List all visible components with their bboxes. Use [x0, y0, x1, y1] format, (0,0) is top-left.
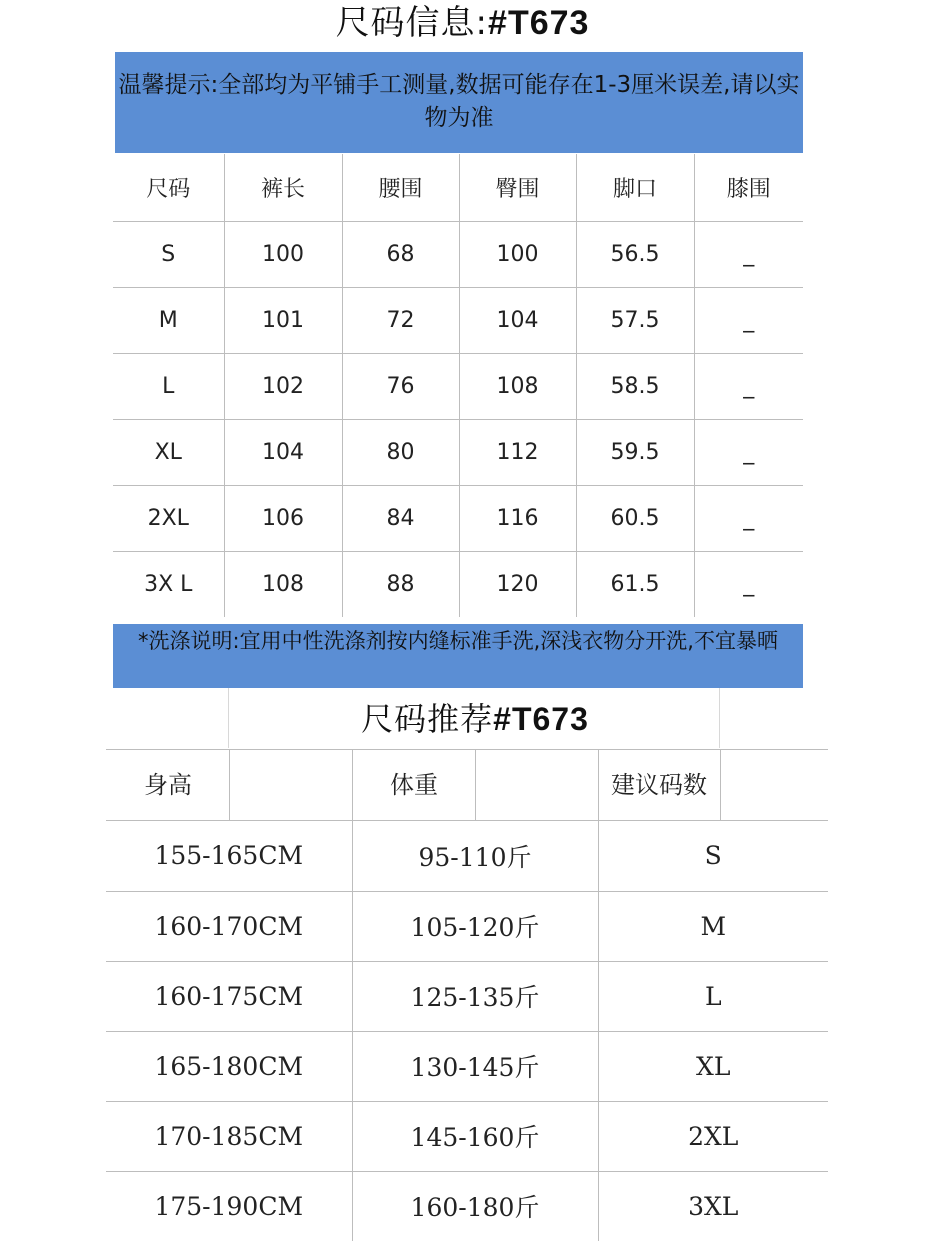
divider — [229, 750, 230, 820]
cell-size: L — [113, 353, 224, 419]
cell-weight: 145-160斤 — [352, 1101, 598, 1171]
cell-height: 160-170CM — [106, 891, 352, 961]
cell-weight: 125-135斤 — [352, 961, 598, 1031]
cell-waist: 76 — [342, 353, 459, 419]
header-length: 裤长 — [224, 154, 342, 221]
cell-hip: 108 — [459, 353, 576, 419]
cell-length: 108 — [224, 551, 342, 617]
table-row — [113, 287, 803, 353]
divider — [475, 750, 476, 820]
header-size: 尺码 — [113, 154, 224, 221]
product-code: #T673 — [488, 4, 590, 42]
cell-height: 155-165CM — [106, 821, 352, 891]
size-recommend-title — [229, 694, 721, 744]
cell-recommended-size: L — [598, 961, 828, 1031]
cell-waist: 80 — [342, 419, 459, 485]
measurement-notice-banner — [115, 52, 803, 153]
cell-leg-opening: 59.5 — [576, 419, 694, 485]
cell-recommended-size: 3XL — [688, 1191, 739, 1221]
cell-recommended-size: M — [598, 891, 828, 961]
cell-length: 106 — [224, 485, 342, 551]
size-recommend-title-box — [228, 688, 720, 748]
cell-recommended-size: 2XL — [598, 1101, 828, 1171]
product-code: #T673 — [493, 701, 589, 737]
cell-weight: 160-180斤 — [352, 1171, 598, 1241]
cell-leg-opening: 56.5 — [576, 221, 694, 287]
size-recommend-header — [106, 749, 828, 821]
cell-weight: 130-145斤 — [352, 1031, 598, 1101]
cell-recommended-size: XL — [598, 1031, 828, 1101]
cell-hip: 104 — [459, 287, 576, 353]
cell-weight: 105-120斤 — [352, 891, 598, 961]
cell-length: 102 — [224, 353, 342, 419]
size-chart-table — [113, 154, 803, 617]
header-recommended-size: 建议码数 — [611, 771, 707, 799]
table-row — [113, 551, 803, 617]
cell-size: 3X L — [113, 551, 224, 617]
cell-recommended-size: S — [598, 821, 828, 891]
size-info-title — [0, 0, 925, 46]
cell-hip: 116 — [459, 485, 576, 551]
washing-instructions-text: *洗涤说明:宜用中性洗涤剂按内缝标准手洗,深浅衣物分开洗,不宜暴晒 — [138, 629, 778, 653]
size-recommend-table — [106, 821, 828, 1241]
size-recommend-title-text: 尺码推荐 — [361, 700, 494, 738]
cell-leg-opening: 61.5 — [576, 551, 694, 617]
cell-leg-opening: 57.5 — [576, 287, 694, 353]
header-hip: 臀围 — [459, 154, 576, 221]
cell-knee: _ — [694, 353, 803, 419]
cell-hip: 100 — [459, 221, 576, 287]
washing-instructions-banner — [113, 624, 803, 688]
cell-length: 104 — [224, 419, 342, 485]
size-info-title-text: 尺码信息: — [335, 3, 489, 43]
cell-leg-opening: 58.5 — [576, 353, 694, 419]
cell-size: 2XL — [113, 485, 224, 551]
size-chart-header-row — [113, 154, 803, 221]
divider — [720, 750, 721, 820]
cell-waist: 84 — [342, 485, 459, 551]
table-row — [113, 221, 803, 287]
table-row — [106, 1171, 828, 1241]
header-weight: 体重 — [390, 771, 438, 799]
header-leg-opening: 脚口 — [576, 154, 694, 221]
cell-leg-opening: 60.5 — [576, 485, 694, 551]
cell-knee: _ — [694, 221, 803, 287]
table-row — [106, 1031, 828, 1101]
cell-height: 175-190CM — [106, 1171, 352, 1241]
measurement-notice-text: 温馨提示:全部均为平铺手工测量,数据可能存在1-3厘米误差,请以实物为准 — [118, 72, 800, 131]
cell-size: XL — [113, 419, 224, 485]
cell-weight: 95-110斤 — [352, 821, 598, 891]
table-row — [113, 485, 803, 551]
cell-height: 160-175CM — [106, 961, 352, 1031]
header-knee: 膝围 — [694, 154, 803, 221]
cell-height: 165-180CM — [106, 1031, 352, 1101]
cell-waist: 72 — [342, 287, 459, 353]
table-row — [106, 821, 828, 891]
cell-size: M — [113, 287, 224, 353]
table-row — [106, 891, 828, 961]
cell-length: 101 — [224, 287, 342, 353]
cell-size: S — [113, 221, 224, 287]
cell-knee: _ — [694, 419, 803, 485]
cell-knee: _ — [694, 287, 803, 353]
cell-hip: 120 — [459, 551, 576, 617]
table-row — [106, 961, 828, 1031]
header-height: 身高 — [144, 771, 192, 799]
cell-waist: 68 — [342, 221, 459, 287]
cell-knee: _ — [694, 485, 803, 551]
cell-knee: _ — [743, 571, 755, 597]
cell-height: 170-185CM — [106, 1101, 352, 1171]
table-row — [113, 353, 803, 419]
cell-length: 100 — [224, 221, 342, 287]
header-waist: 腰围 — [342, 154, 459, 221]
cell-waist: 88 — [342, 551, 459, 617]
cell-hip: 112 — [459, 419, 576, 485]
table-row — [113, 419, 803, 485]
table-row — [106, 1101, 828, 1171]
